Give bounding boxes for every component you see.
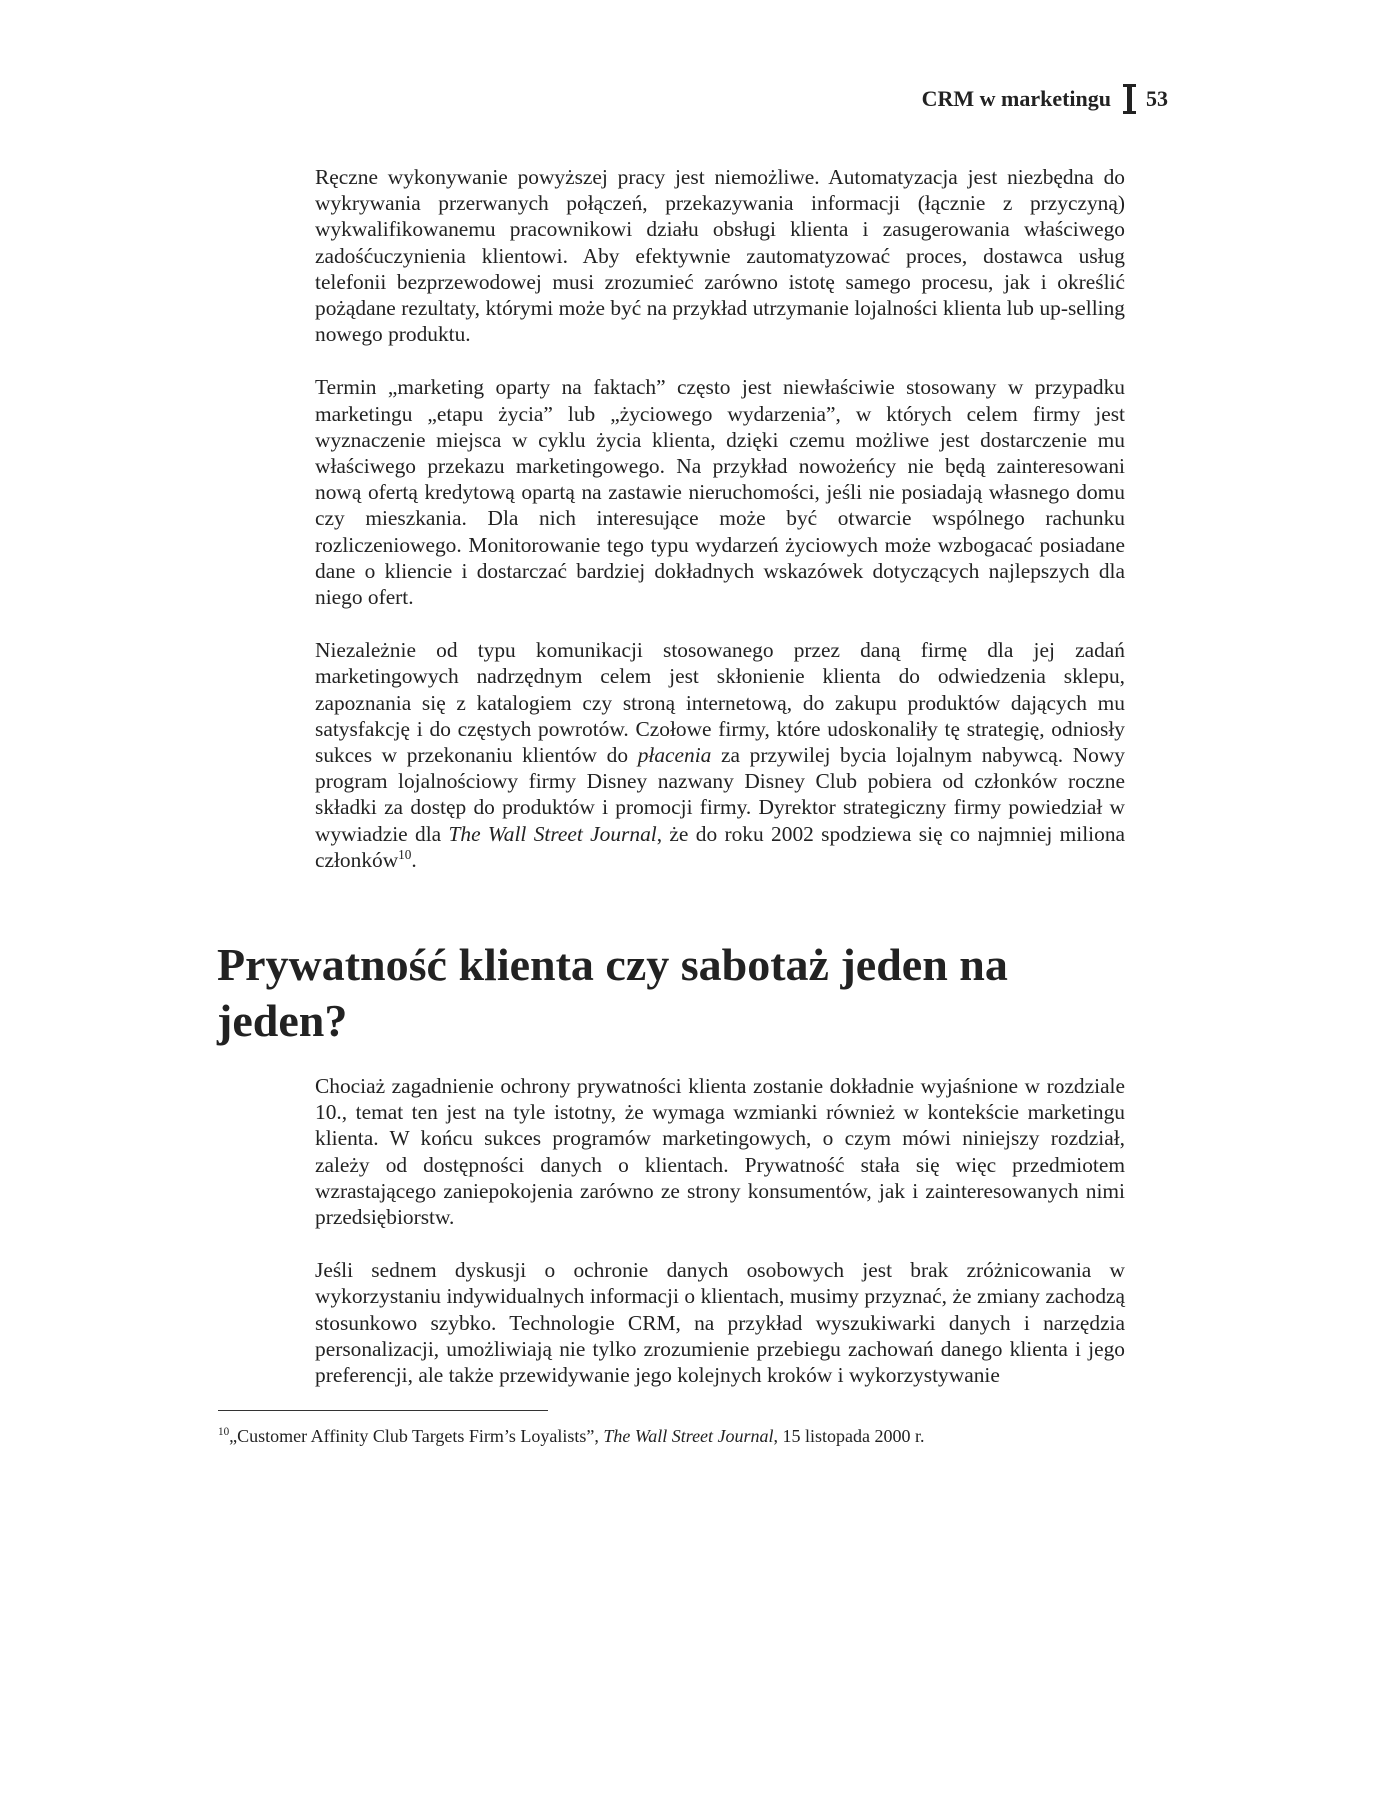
paragraph-text: Niezależnie od typu komunikacji stosowanego przez daną firmę dla jej zadań marketingowych nadrzędnym celem jest skłonienie klienta do odwiedzenia sklepu, zapoznania się z katalogiem czy stroną internetową, do zakupu produktów dających mu satysfakcję i do częstych powrotów. Czołowe firmy, które udoskonaliły tę strategię, odniosły sukces w przekonaniu klientów do [315, 638, 1125, 768]
running-header [922, 84, 1168, 114]
footnote-text: , 15 listopada 2000 r. [773, 1426, 925, 1446]
footnote-divider [218, 1410, 548, 1411]
body-text-section-2 [315, 1073, 1125, 1415]
paragraph: Jeśli sednem dyskusji o ochronie danych osobowych jest brak zróżnicowania w wykorzystaniu indywidualnych informacji o klientach, musimy przyznać, że zmiany zachodzą stosunkowo szybko. Technologie CRM, na przykład wyszukiwarki danych i narzędzia personalizacji, umożliwiają nie tylko zrozumienie przebiegu zachowań danego klienta i jego preferencji, ale także przewidywanie jego kolejnych kroków i wykorzystywanie [315, 1258, 1125, 1388]
footnote [218, 1425, 1118, 1447]
footnote-journal-title: The Wall Street Journal [603, 1426, 774, 1446]
footnote-reference: 10 [398, 846, 412, 862]
header-separator [1127, 84, 1132, 114]
footnote-number: 10 [218, 1426, 230, 1438]
emphasis-text: płacenia [637, 743, 712, 768]
footnote-text: „Customer Affinity Club Targets Firm’s Loyalists”, [229, 1426, 604, 1446]
running-title: CRM w marketingu [921, 86, 1111, 111]
paragraph: Termin „marketing oparty na faktach” często jest niewłaściwie stosowany w przypadku marketingu „etapu życia” lub „życiowego wydarzenia”, w których celem firmy jest wyznaczenie miejsca w cyklu życia klienta, dzięki czemu możliwe jest dostarczenie mu właściwego przekazu marketingowego. Na przykład nowożeńcy nie będą zainteresowani nową ofertą kredytową opartą na zastawie nieruchomości, jeśli nie posiadają własnego domu czy mieszkania. Dla nich interesujące może być otwarcie wspólnego rachunku rozliczeniowego. Monitorowanie tego typu wydarzeń życiowych może wzbogacać posiadane dane o kliencie i dostarczać bardziej dokładnych wskazówek dotyczących najlepszych dla niego ofert. [315, 375, 1125, 610]
paragraph [315, 637, 1125, 873]
section-heading: Prywatność klienta czy sabotaż jeden na jeden? [217, 939, 1008, 1046]
journal-title: The Wall Street Journal [448, 821, 657, 846]
page-number: 53 [1146, 86, 1168, 111]
body-text-section-1 [315, 164, 1125, 900]
paragraph-text: . [411, 847, 417, 872]
paragraph-text: , że do roku 2002 spodziewa się co najmniej miliona członków [315, 821, 1126, 872]
paragraph: Chociaż zagadnienie ochrony prywatności klienta zostanie dokładnie wyjaśnione w rozdziale 10., temat ten jest na tyle istotny, że wymaga wzmianki również w kontekście marketingu klienta. W końcu sukces programów marketingowych, o czym mówi niniejszy rozdział, zależy od dostępności danych o klientach. Prywatność stała się więc przedmiotem wzrastającego zaniepokojenia zarówno ze strony konsumentów, jak i zainteresowanych nimi przedsiębiorstw. [315, 1074, 1125, 1230]
paragraph-text: za przywilej bycia lojalnym nabywcą. Nowy program lojalnościowy firmy Disney nazwany Disney Club pobiera od członków roczne składki za dostęp do produktów i promocji firmy. Dyrektor strategiczny firmy powiedział w wywiadzie dla [315, 743, 1126, 846]
paragraph: Ręczne wykonywanie powyższej pracy jest niemożliwe. Automatyzacja jest niezbędna do wykrywania przerwanych połączeń, przekazywania informacji (łącznie z przyczyną) wykwalifikowanemu pracownikowi działu obsługi klienta i zasugerowania właściwego zadośćuczynienia klientowi. Aby efektywnie zautomatyzować proces, dostawca usług telefonii bezprzewodowej musi zrozumieć zarówno istotę samego procesu, jak i określić pożądane rezultaty, którymi może być na przykład utrzymanie lojalności klienta lub up-selling nowego produktu. [315, 165, 1125, 347]
